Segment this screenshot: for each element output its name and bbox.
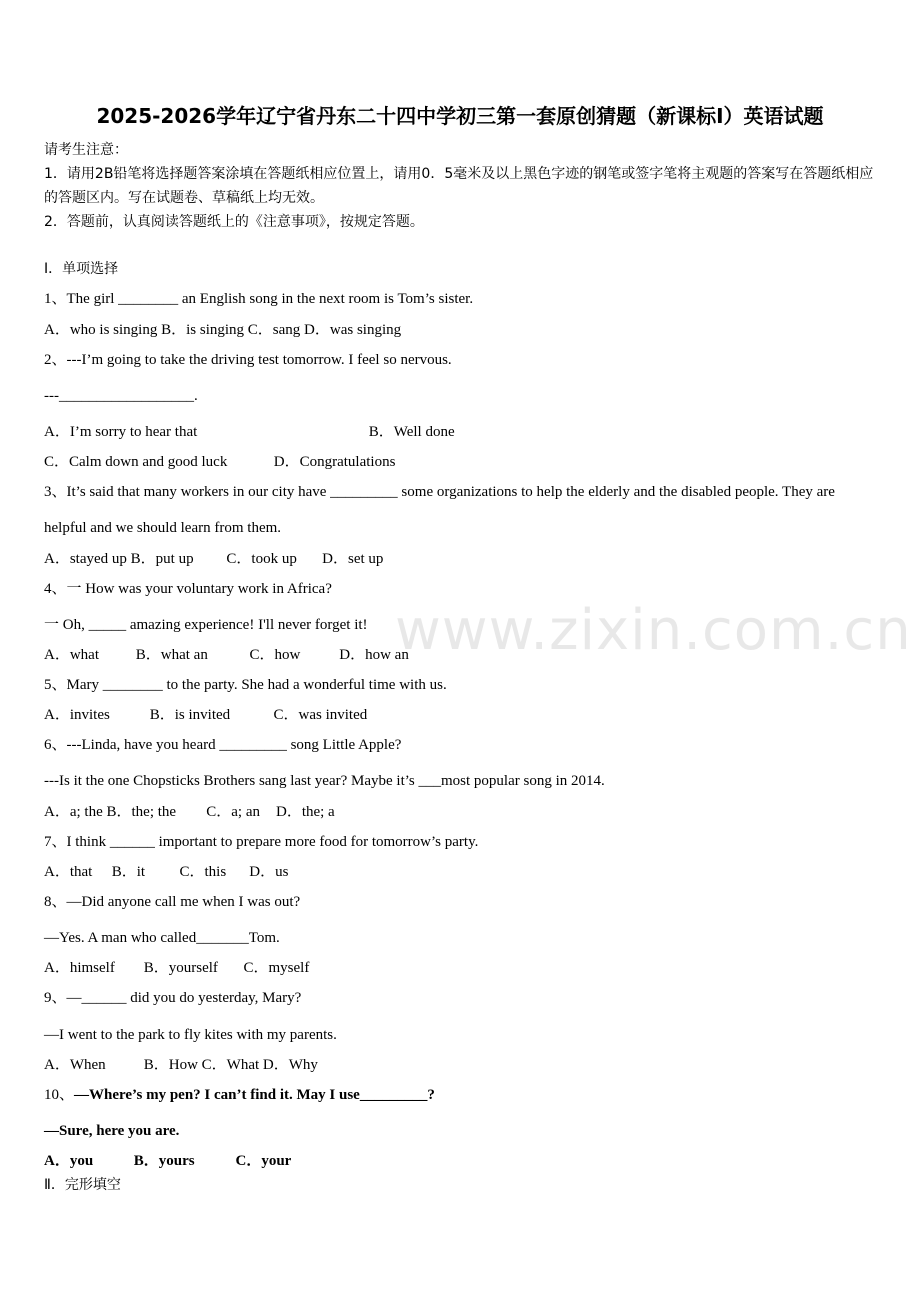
option[interactable]: D．Why (262, 1057, 318, 1073)
option[interactable]: D．was singing (304, 322, 402, 338)
option[interactable]: B．Well done (368, 424, 455, 440)
question-10-stem: —Where’s my pen? I can’t find it. May I use_________? (74, 1087, 435, 1103)
question-2-options-row-2 (44, 452, 395, 472)
question-10-options (44, 1151, 291, 1171)
question-5-stem: 5、Mary ________ to the party. She had a wonderful time with us. (44, 677, 447, 693)
notice-item-2: 2．答题前，认真阅读答题纸上的《注意事项》，按规定答题。 (44, 214, 424, 230)
question-8-reply: —Yes. A man who called_______Tom. (44, 930, 280, 946)
question-6-reply: ---Is it the one Chopsticks Brothers sang last year? Maybe it’s ___most popular song in 2014. (44, 773, 605, 789)
option[interactable]: B．yours (133, 1153, 195, 1169)
option[interactable]: A．invites (44, 707, 110, 723)
section-single-choice: Ⅰ．单项选择 (44, 261, 119, 277)
option[interactable]: A．himself (44, 960, 115, 976)
question-2-options-row-1 (44, 422, 455, 442)
option[interactable]: D．Congratulations (273, 454, 396, 470)
question-4-stem: 4、一 How was your voluntary work in Africa? (44, 581, 332, 597)
option[interactable]: C．myself (243, 960, 310, 976)
option[interactable]: B．it (111, 864, 146, 880)
watermark: www.zixin.com.cn (395, 598, 912, 663)
question-10-reply: —Sure, here you are. (44, 1123, 180, 1139)
option[interactable]: D．us (249, 864, 289, 880)
option[interactable]: C．took up (226, 551, 297, 567)
question-2-stem: 2、---I’m going to take the driving test tomorrow. I feel so nervous. (44, 352, 452, 368)
question-9-stem: 9、—______ did you do yesterday, Mary? (44, 990, 302, 1006)
option[interactable]: C．this (179, 864, 227, 880)
question-7-stem: 7、I think ______ important to prepare more food for tomorrow’s party. (44, 834, 479, 850)
question-10-stem-row (44, 1085, 435, 1105)
section-cloze: Ⅱ．完形填空 (44, 1177, 121, 1193)
option[interactable]: B．is invited (149, 707, 231, 723)
option[interactable]: C．What (201, 1057, 260, 1073)
question-5-options (44, 705, 367, 725)
option[interactable]: A．When (44, 1057, 106, 1073)
notice-heading: 请考生注意： (44, 142, 128, 158)
option[interactable]: B．yourself (143, 960, 218, 976)
question-2-reply: ---__________________. (44, 388, 198, 404)
notice-item-1: 1．请用2B铅笔将选择题答案涂填在答题纸相应位置上，请用0．5毫米及以上黑色字迹的钢笔或签字笔将主观题的答案写在答题纸相应的答题区内。写在试题卷、草稿纸上均无效。 (44, 166, 874, 206)
question-6-options (44, 802, 335, 822)
question-4-reply: 一 Oh, _____ amazing experience! I'll never forget it! (44, 617, 368, 633)
option[interactable]: C．sang (247, 322, 301, 338)
option[interactable]: A．that (44, 864, 93, 880)
option[interactable]: A．you (44, 1153, 94, 1169)
question-7-options (44, 862, 288, 882)
option[interactable]: A．who is singing (44, 322, 158, 338)
option[interactable]: A．I’m sorry to hear that (44, 424, 198, 440)
page-title: 2025-2026学年辽宁省丹东二十四中学初三第一套原创猜题（新课标Ⅰ）英语试题 (96, 104, 824, 128)
option[interactable]: D．the; a (275, 804, 335, 820)
option[interactable]: D．how an (339, 647, 409, 663)
option[interactable]: A．what (44, 647, 99, 663)
question-8-options (44, 958, 309, 978)
question-3-options (44, 549, 383, 569)
option[interactable]: B．what an (135, 647, 208, 663)
option[interactable]: C．your (235, 1153, 292, 1169)
question-8-stem: 8、—Did anyone call me when I was out? (44, 894, 301, 910)
option[interactable]: A．stayed up (44, 551, 127, 567)
option[interactable]: C．a; an (206, 804, 260, 820)
question-10-number: 10、 (44, 1087, 75, 1103)
option[interactable]: C．how (249, 647, 301, 663)
question-4-options (44, 645, 409, 665)
option[interactable]: B．is singing (161, 322, 245, 338)
option[interactable]: D．set up (322, 551, 384, 567)
option[interactable]: B．put up (130, 551, 194, 567)
question-9-options (44, 1055, 318, 1075)
option[interactable]: A．a; the (44, 804, 103, 820)
option[interactable]: C．was invited (273, 707, 368, 723)
question-9-reply: —I went to the park to fly kites with my parents. (44, 1027, 337, 1043)
option[interactable]: B．the; the (106, 804, 177, 820)
question-3-stem: 3、It’s said that many workers in our city have _________ some organizations to help the elderly and the disabled people. They are helpful and we should learn from them. (44, 484, 835, 536)
option[interactable]: B．How (143, 1057, 198, 1073)
question-6-stem: 6、---Linda, have you heard _________ song Little Apple? (44, 737, 402, 753)
question-1-stem: 1、The girl ________ an English song in the next room is Tom’s sister. (44, 291, 474, 307)
question-1-options (44, 320, 401, 340)
option[interactable]: C．Calm down and good luck (44, 454, 228, 470)
